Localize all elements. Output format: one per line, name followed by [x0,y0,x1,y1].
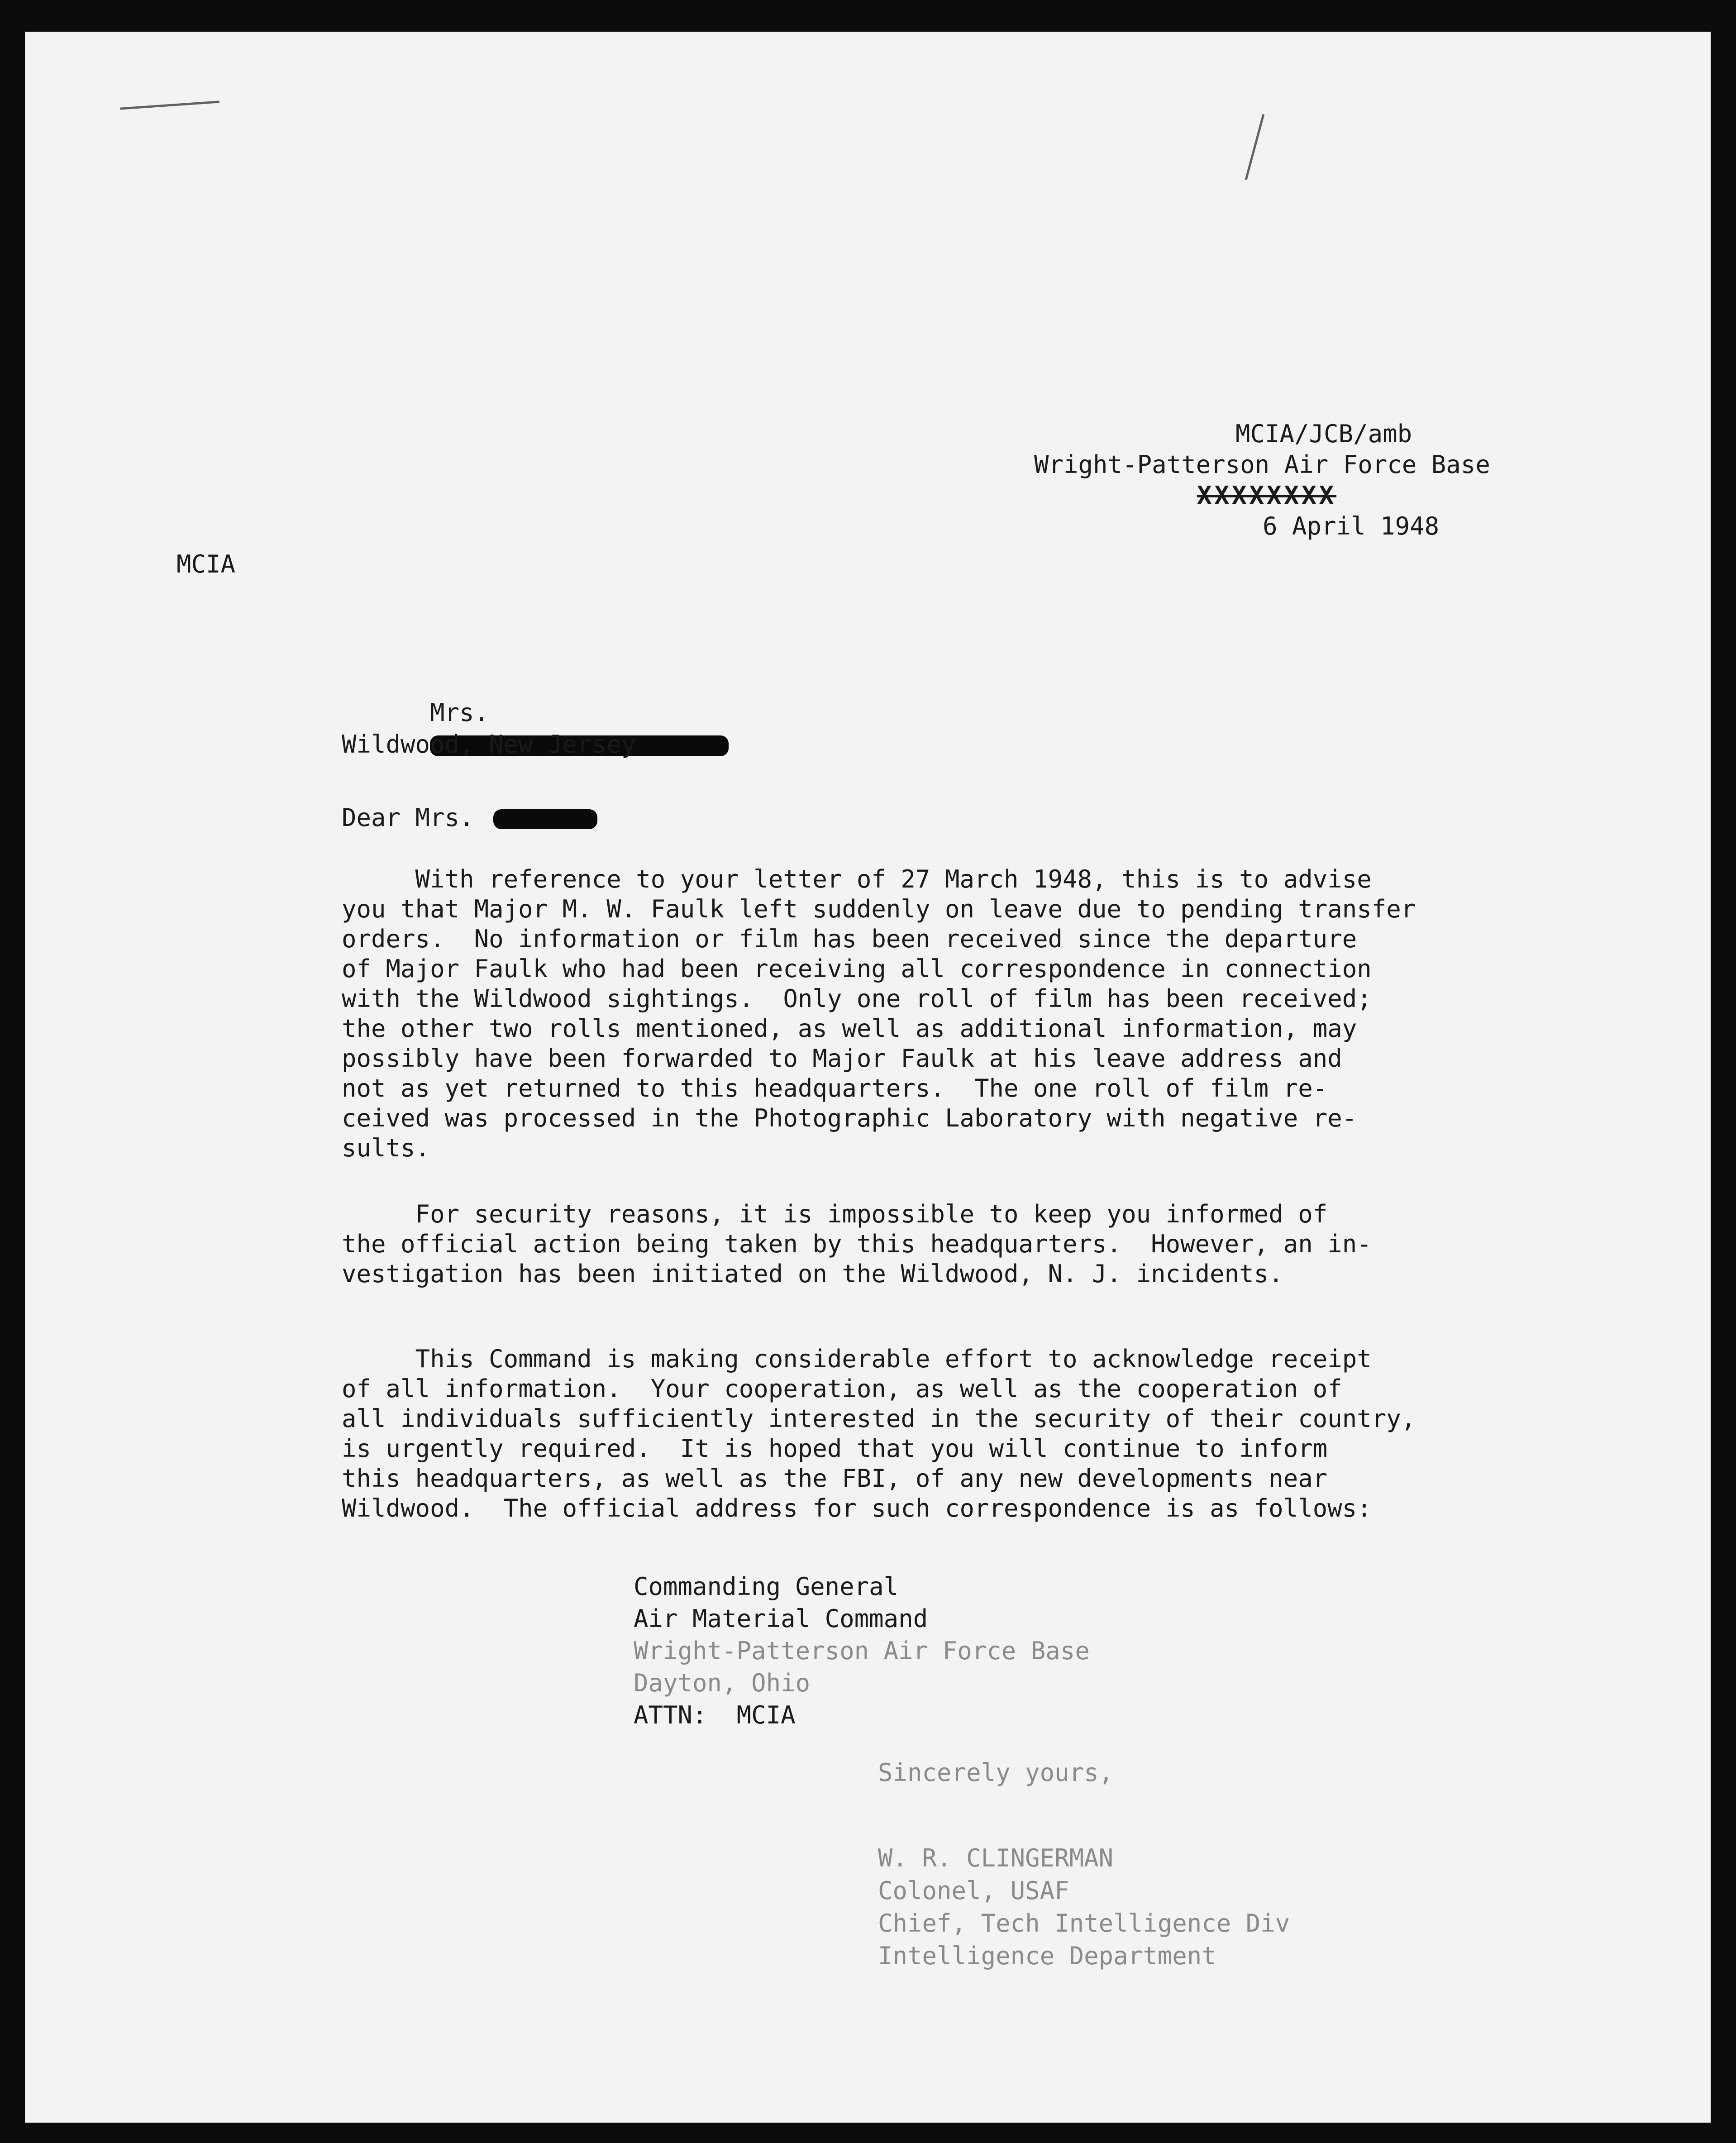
scan-mark-top-left [120,100,219,110]
paragraph-2 [342,1199,1564,1289]
paragraph-line: the official action being taken by this headquarters. However, an in- [342,1230,1372,1258]
mailing-line: Air Material Command [634,1604,928,1633]
letter-page [25,32,1711,2123]
letter-date: 6 April 1948 [1263,512,1440,540]
base-location: Wright-Patterson Air Force Base [1034,450,1490,479]
salutation-line [342,803,597,832]
paragraph-line: orders. No information or film has been received since the departure [342,925,1357,953]
scan-mark-top-right [1245,114,1265,180]
closing: Sincerely yours, [878,1758,1114,1787]
paragraph-3 [342,1344,1564,1523]
paragraph-line: sults. [342,1134,430,1162]
paragraph-line: is urgently required. It is hoped that you will continue to inform [342,1434,1328,1463]
signature-block [878,1842,1290,1972]
recipient-address [342,665,1021,760]
recipient-city: Wildwood, New Jersey [342,730,636,759]
recipient-prefix: Mrs. [430,698,489,727]
paragraph-line: ceived was processed in the Photographic Laboratory with negative re- [342,1104,1357,1132]
redaction-salutation-name [493,809,597,829]
paragraph-line: you that Major M. W. Faulk left suddenly on leave due to pending transfer [342,895,1416,923]
struck-text: XXXXXXXX [1197,481,1337,510]
paragraph-line: of all information. Your cooperation, as well as the cooperation of [342,1375,1342,1403]
paragraph-line: Wildwood. The official address for such correspondence is as follows: [342,1494,1372,1523]
salutation: Dear Mrs. [342,803,474,832]
mailing-line: Commanding General [634,1572,899,1601]
signer-rank: Colonel, USAF [878,1876,1069,1905]
routing-symbol: MCIA [176,550,236,578]
paragraph-line: vestigation has been initiated on the Wildwood, N. J. incidents. [342,1260,1283,1288]
mailing-line: Dayton, Ohio [634,1669,811,1697]
paragraph-line: For security reasons, it is impossible to keep you informed of [342,1200,1328,1228]
mailing-address [634,1570,1090,1731]
recipient-name-line [342,665,1021,727]
paragraph-line: possibly have been forwarded to Major Faulk at his leave address and [342,1044,1342,1073]
paragraph-line: not as yet returned to this headquarters. The one roll of film re- [342,1074,1328,1103]
recipient-street-line [342,697,1021,729]
paragraph-line: This Command is making considerable effort to acknowledge receipt [342,1345,1372,1373]
paragraph-line: all individuals sufficiently interested in the security of their country, [342,1404,1416,1433]
paragraph-line: With reference to your letter of 27 March 1948, this is to advise [342,865,1372,893]
signer-title: Chief, Tech Intelligence Div [878,1909,1290,1938]
signer-department: Intelligence Department [878,1942,1216,1970]
paragraph-1 [342,864,1564,1163]
paragraph-line: this headquarters, as well as the FBI, of any new developments near [342,1464,1328,1493]
mailing-line: ATTN: MCIA [634,1701,796,1729]
paragraph-line: of Major Faulk who had been receiving all correspondence in connection [342,955,1372,983]
signer-name: W. R. CLINGERMAN [878,1844,1114,1872]
reference-code: MCIA/JCB/amb [1235,420,1412,448]
paragraph-line: with the Wildwood sightings. Only one roll of film has been received; [342,984,1372,1013]
mailing-line: Wright-Patterson Air Force Base [634,1637,1090,1665]
paragraph-line: the other two rolls mentioned, as well as additional information, may [342,1014,1357,1043]
letter-header [1034,419,1577,542]
